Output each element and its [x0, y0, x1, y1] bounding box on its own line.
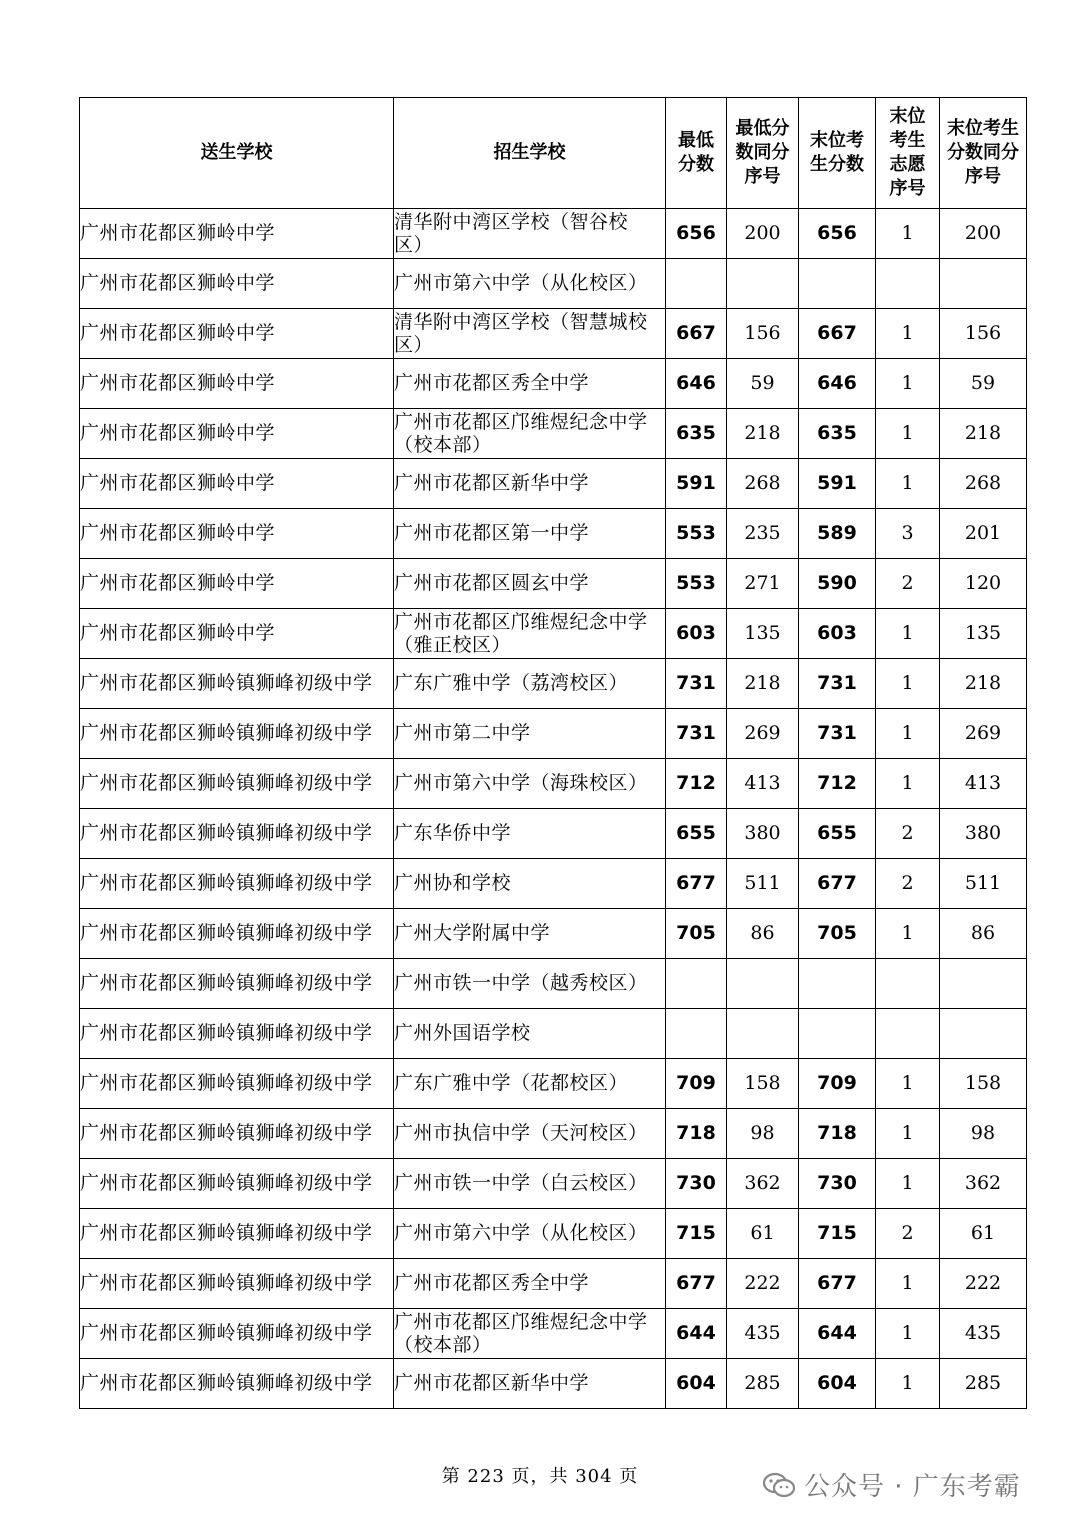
to-school-cell — [394, 759, 666, 809]
min-seq-cell: 362 — [727, 1159, 799, 1209]
last-score-cell: 591 — [799, 459, 876, 509]
to-school-cell — [394, 959, 666, 1009]
min-seq-cell: 511 — [727, 859, 799, 909]
min-score-cell: 553 — [666, 509, 727, 559]
last-wish-cell: 1 — [876, 1159, 940, 1209]
last-score-cell: 635 — [799, 409, 876, 459]
last-wish-cell: 2 — [876, 859, 940, 909]
min-score-cell: 731 — [666, 659, 727, 709]
last-score-cell — [799, 1009, 876, 1059]
header-min-seq-line: 序号 — [744, 166, 781, 187]
last-wish-cell: 1 — [876, 1109, 940, 1159]
last-wish-cell: 1 — [876, 409, 940, 459]
from-school-cell: 广州市花都区狮岭中学 — [80, 409, 394, 459]
to-school-line: 广州市执信中学（天河校区） — [394, 1122, 648, 1144]
min-seq-cell: 86 — [727, 909, 799, 959]
from-school-cell: 广州市花都区狮岭镇狮峰初级中学 — [80, 709, 394, 759]
last-seq-cell: 511 — [940, 859, 1027, 909]
last-wish-cell — [876, 1009, 940, 1059]
min-seq-cell — [727, 1009, 799, 1059]
to-school-line: 广州外国语学校 — [394, 1022, 531, 1044]
to-school-line: 广州市花都区圆玄中学 — [394, 572, 590, 594]
last-seq-cell: 156 — [940, 309, 1027, 359]
table-row — [80, 959, 1027, 1009]
min-seq-cell: 218 — [727, 409, 799, 459]
header-last-wish-line: 序号 — [889, 178, 926, 199]
from-school-cell: 广州市花都区狮岭镇狮峰初级中学 — [80, 959, 394, 1009]
min-score-cell: 712 — [666, 759, 727, 809]
last-seq-cell: 413 — [940, 759, 1027, 809]
min-seq-cell: 269 — [727, 709, 799, 759]
to-school-line: 广州市花都区秀全中学 — [394, 372, 590, 394]
from-school-cell: 广州市花都区狮岭中学 — [80, 459, 394, 509]
last-score-cell: 644 — [799, 1309, 876, 1359]
min-seq-cell: 435 — [727, 1309, 799, 1359]
to-school-cell — [394, 859, 666, 909]
from-school-cell: 广州市花都区狮岭镇狮峰初级中学 — [80, 1259, 394, 1309]
last-wish-cell: 1 — [876, 459, 940, 509]
from-school-cell: 广州市花都区狮岭镇狮峰初级中学 — [80, 1159, 394, 1209]
to-school-line: 广州市第六中学（海珠校区） — [394, 772, 648, 794]
min-seq-cell: 380 — [727, 809, 799, 859]
watermark-text: 公众号 · 广东考霸 — [804, 1472, 1021, 1502]
min-seq-cell: 271 — [727, 559, 799, 609]
last-seq-cell: 218 — [940, 409, 1027, 459]
min-seq-cell: 135 — [727, 609, 799, 659]
to-school-cell — [394, 1109, 666, 1159]
wechat-official-account-icon — [762, 1471, 796, 1499]
last-score-cell: 667 — [799, 309, 876, 359]
to-school-line: 广州大学附属中学 — [394, 922, 551, 944]
min-score-cell: 731 — [666, 709, 727, 759]
to-school-line: 清华附中湾区学校（智慧城校 — [394, 310, 648, 333]
from-school-cell: 广州市花都区狮岭镇狮峰初级中学 — [80, 809, 394, 859]
table-row — [80, 909, 1027, 959]
min-seq-cell: 268 — [727, 459, 799, 509]
header-last-seq-line: 序号 — [965, 166, 1001, 187]
table-row — [80, 1109, 1027, 1159]
min-score-cell: 667 — [666, 309, 727, 359]
table-row — [80, 209, 1027, 259]
min-score-cell: 730 — [666, 1159, 727, 1209]
last-wish-cell: 1 — [876, 1259, 940, 1309]
table-row — [80, 509, 1027, 559]
table-row — [80, 609, 1027, 659]
last-seq-cell: 380 — [940, 809, 1027, 859]
last-seq-cell: 435 — [940, 1309, 1027, 1359]
last-seq-cell: 61 — [940, 1209, 1027, 1259]
last-score-cell: 709 — [799, 1059, 876, 1109]
to-school-cell — [394, 1259, 666, 1309]
last-score-cell: 604 — [799, 1359, 876, 1409]
last-wish-cell: 1 — [876, 209, 940, 259]
min-score-cell — [666, 1009, 727, 1059]
min-score-cell — [666, 959, 727, 1009]
to-school-line: 广州市花都区秀全中学 — [394, 1272, 590, 1294]
table-row — [80, 759, 1027, 809]
from-school-cell: 广州市花都区狮岭中学 — [80, 509, 394, 559]
last-score-cell: 731 — [799, 659, 876, 709]
to-school-line: 区） — [394, 233, 434, 256]
min-score-cell: 705 — [666, 909, 727, 959]
last-seq-cell: 285 — [940, 1359, 1027, 1409]
to-school-line: 区） — [394, 333, 434, 356]
last-wish-cell: 1 — [876, 659, 940, 709]
to-school-line: 广州市铁一中学（越秀校区） — [394, 972, 648, 994]
to-school-line: 广州市花都区邝维煜纪念中学 — [394, 610, 648, 633]
last-wish-cell: 1 — [876, 909, 940, 959]
min-score-cell — [666, 259, 727, 309]
header-to-school: 招生学校 — [394, 98, 666, 209]
last-score-cell: 715 — [799, 1209, 876, 1259]
min-seq-cell: 156 — [727, 309, 799, 359]
table-row — [80, 709, 1027, 759]
header-last-wish-line: 考生 — [889, 130, 926, 151]
last-wish-cell: 3 — [876, 509, 940, 559]
header-last-score-line: 生分数 — [810, 154, 864, 175]
last-wish-cell: 1 — [876, 1059, 940, 1109]
table-row — [80, 659, 1027, 709]
to-school-cell — [394, 1359, 666, 1409]
table-row — [80, 1309, 1027, 1359]
last-score-cell: 731 — [799, 709, 876, 759]
header-min-score — [666, 98, 727, 209]
header-min-seq-line: 最低分 — [735, 118, 790, 139]
last-seq-cell — [940, 259, 1027, 309]
to-school-line: 清华附中湾区学校（智谷校 — [394, 210, 629, 233]
to-school-line: （校本部） — [394, 1333, 492, 1356]
to-school-cell — [394, 809, 666, 859]
min-seq-cell: 59 — [727, 359, 799, 409]
header-last-wish-line: 志愿 — [889, 154, 926, 175]
admission-score-table — [79, 97, 1027, 1409]
table-row — [80, 1259, 1027, 1309]
last-seq-cell — [940, 959, 1027, 1009]
table-row — [80, 1359, 1027, 1409]
from-school-cell: 广州市花都区狮岭中学 — [80, 259, 394, 309]
from-school-cell: 广州市花都区狮岭镇狮峰初级中学 — [80, 1059, 394, 1109]
header-from-school: 送生学校 — [80, 98, 394, 209]
to-school-line: 广州协和学校 — [394, 872, 512, 894]
table-row — [80, 859, 1027, 909]
last-wish-cell: 1 — [876, 609, 940, 659]
min-seq-cell: 222 — [727, 1259, 799, 1309]
to-school-cell — [394, 259, 666, 309]
last-wish-cell: 2 — [876, 809, 940, 859]
to-school-cell — [394, 659, 666, 709]
last-seq-cell — [940, 1009, 1027, 1059]
header-last-score — [799, 98, 876, 209]
to-school-line: （校本部） — [394, 433, 492, 456]
to-school-cell — [394, 1059, 666, 1109]
header-last-seq — [940, 98, 1027, 209]
last-score-cell: 677 — [799, 859, 876, 909]
to-school-line: 广州市花都区新华中学 — [394, 1372, 590, 1394]
to-school-cell — [394, 559, 666, 609]
last-wish-cell: 1 — [876, 359, 940, 409]
min-seq-cell: 235 — [727, 509, 799, 559]
min-score-cell: 635 — [666, 409, 727, 459]
last-score-cell: 712 — [799, 759, 876, 809]
table-row — [80, 1159, 1027, 1209]
last-seq-cell: 59 — [940, 359, 1027, 409]
to-school-cell — [394, 1209, 666, 1259]
last-wish-cell: 1 — [876, 709, 940, 759]
from-school-cell: 广州市花都区狮岭镇狮峰初级中学 — [80, 659, 394, 709]
last-score-cell: 590 — [799, 559, 876, 609]
to-school-line: 广州市花都区邝维煜纪念中学 — [394, 1310, 648, 1333]
min-score-cell: 591 — [666, 459, 727, 509]
to-school-line: 广东广雅中学（花都校区） — [394, 1072, 629, 1094]
header-last-score-line: 末位考 — [810, 130, 864, 151]
to-school-line: 广州市第六中学（从化校区） — [394, 1222, 648, 1244]
min-seq-cell: 413 — [727, 759, 799, 809]
last-wish-cell — [876, 959, 940, 1009]
last-seq-cell: 268 — [940, 459, 1027, 509]
table-row — [80, 559, 1027, 609]
to-school-cell — [394, 209, 666, 259]
last-wish-cell: 1 — [876, 759, 940, 809]
table-row — [80, 809, 1027, 859]
last-seq-cell: 222 — [940, 1259, 1027, 1309]
min-score-cell: 656 — [666, 209, 727, 259]
last-seq-cell: 200 — [940, 209, 1027, 259]
last-seq-cell: 201 — [940, 509, 1027, 559]
min-seq-cell: 285 — [727, 1359, 799, 1409]
last-wish-cell: 2 — [876, 559, 940, 609]
to-school-cell — [394, 1309, 666, 1359]
to-school-cell — [394, 409, 666, 459]
to-school-cell — [394, 359, 666, 409]
last-score-cell — [799, 259, 876, 309]
min-score-cell: 709 — [666, 1059, 727, 1109]
to-school-cell — [394, 459, 666, 509]
to-school-cell — [394, 1159, 666, 1209]
min-score-cell: 603 — [666, 609, 727, 659]
min-seq-cell — [727, 959, 799, 1009]
from-school-cell: 广州市花都区狮岭镇狮峰初级中学 — [80, 1109, 394, 1159]
to-school-cell — [394, 909, 666, 959]
min-seq-cell: 98 — [727, 1109, 799, 1159]
to-school-line: 广州市第六中学（从化校区） — [394, 272, 648, 294]
from-school-cell: 广州市花都区狮岭中学 — [80, 559, 394, 609]
min-seq-cell: 200 — [727, 209, 799, 259]
last-score-cell: 677 — [799, 1259, 876, 1309]
last-score-cell: 589 — [799, 509, 876, 559]
last-wish-cell: 1 — [876, 1359, 940, 1409]
last-seq-cell: 218 — [940, 659, 1027, 709]
table-row — [80, 359, 1027, 409]
last-score-cell: 718 — [799, 1109, 876, 1159]
table-row — [80, 459, 1027, 509]
min-score-cell: 644 — [666, 1309, 727, 1359]
from-school-cell: 广州市花都区狮岭中学 — [80, 359, 394, 409]
last-score-cell: 603 — [799, 609, 876, 659]
header-last-seq-line: 分数同分 — [947, 142, 1019, 163]
last-score-cell: 656 — [799, 209, 876, 259]
to-school-line: 广州市花都区新华中学 — [394, 472, 590, 494]
from-school-cell: 广州市花都区狮岭镇狮峰初级中学 — [80, 1009, 394, 1059]
header-last-wish-line: 末位 — [889, 106, 926, 127]
last-wish-cell: 1 — [876, 309, 940, 359]
to-school-cell — [394, 509, 666, 559]
min-score-cell: 715 — [666, 1209, 727, 1259]
header-min-score-line: 分数 — [678, 154, 714, 175]
min-score-cell: 646 — [666, 359, 727, 409]
last-seq-cell: 269 — [940, 709, 1027, 759]
header-last-wish — [876, 98, 940, 209]
to-school-line: 广州市花都区第一中学 — [394, 522, 590, 544]
table-row — [80, 1009, 1027, 1059]
from-school-cell: 广州市花都区狮岭中学 — [80, 609, 394, 659]
last-score-cell: 646 — [799, 359, 876, 409]
table-row — [80, 1209, 1027, 1259]
from-school-cell: 广州市花都区狮岭镇狮峰初级中学 — [80, 859, 394, 909]
last-score-cell: 705 — [799, 909, 876, 959]
min-score-cell: 553 — [666, 559, 727, 609]
to-school-line: 广州市花都区邝维煜纪念中学 — [394, 410, 648, 433]
to-school-cell — [394, 609, 666, 659]
min-score-cell: 718 — [666, 1109, 727, 1159]
table-body — [80, 209, 1027, 1409]
last-seq-cell: 158 — [940, 1059, 1027, 1109]
from-school-cell: 广州市花都区狮岭镇狮峰初级中学 — [80, 1209, 394, 1259]
table-header-row — [80, 98, 1027, 209]
to-school-line: 广东广雅中学（荔湾校区） — [394, 672, 629, 694]
last-wish-cell: 1 — [876, 1309, 940, 1359]
min-seq-cell: 218 — [727, 659, 799, 709]
min-score-cell: 677 — [666, 1259, 727, 1309]
min-score-cell: 604 — [666, 1359, 727, 1409]
to-school-line: 广东华侨中学 — [394, 822, 512, 844]
from-school-cell: 广州市花都区狮岭中学 — [80, 209, 394, 259]
to-school-cell — [394, 1009, 666, 1059]
table-row — [80, 1059, 1027, 1109]
header-min-seq-line: 数同分 — [735, 142, 790, 163]
to-school-line: （雅正校区） — [394, 633, 512, 656]
min-seq-cell: 158 — [727, 1059, 799, 1109]
last-seq-cell: 120 — [940, 559, 1027, 609]
page-number: 第 223 页，共 304 页 — [441, 1466, 639, 1487]
min-seq-cell — [727, 259, 799, 309]
table-row — [80, 309, 1027, 359]
last-seq-cell: 135 — [940, 609, 1027, 659]
min-seq-cell: 61 — [727, 1209, 799, 1259]
from-school-cell: 广州市花都区狮岭镇狮峰初级中学 — [80, 1309, 394, 1359]
to-school-cell — [394, 309, 666, 359]
last-score-cell: 730 — [799, 1159, 876, 1209]
last-wish-cell — [876, 259, 940, 309]
min-score-cell: 677 — [666, 859, 727, 909]
to-school-cell — [394, 709, 666, 759]
min-score-cell: 655 — [666, 809, 727, 859]
header-last-seq-line: 末位考生 — [947, 118, 1019, 139]
watermark — [762, 1466, 1021, 1503]
last-seq-cell: 98 — [940, 1109, 1027, 1159]
last-score-cell — [799, 959, 876, 1009]
to-school-line: 广州市铁一中学（白云校区） — [394, 1172, 648, 1194]
from-school-cell: 广州市花都区狮岭镇狮峰初级中学 — [80, 909, 394, 959]
header-min-seq — [727, 98, 799, 209]
from-school-cell: 广州市花都区狮岭镇狮峰初级中学 — [80, 759, 394, 809]
to-school-line: 广州市第二中学 — [394, 722, 531, 744]
table-row — [80, 409, 1027, 459]
from-school-cell: 广州市花都区狮岭镇狮峰初级中学 — [80, 1359, 394, 1409]
last-seq-cell: 86 — [940, 909, 1027, 959]
table-row — [80, 259, 1027, 309]
last-score-cell: 655 — [799, 809, 876, 859]
last-wish-cell: 2 — [876, 1209, 940, 1259]
last-seq-cell: 362 — [940, 1159, 1027, 1209]
from-school-cell: 广州市花都区狮岭中学 — [80, 309, 394, 359]
header-min-score-line: 最低 — [678, 130, 714, 151]
